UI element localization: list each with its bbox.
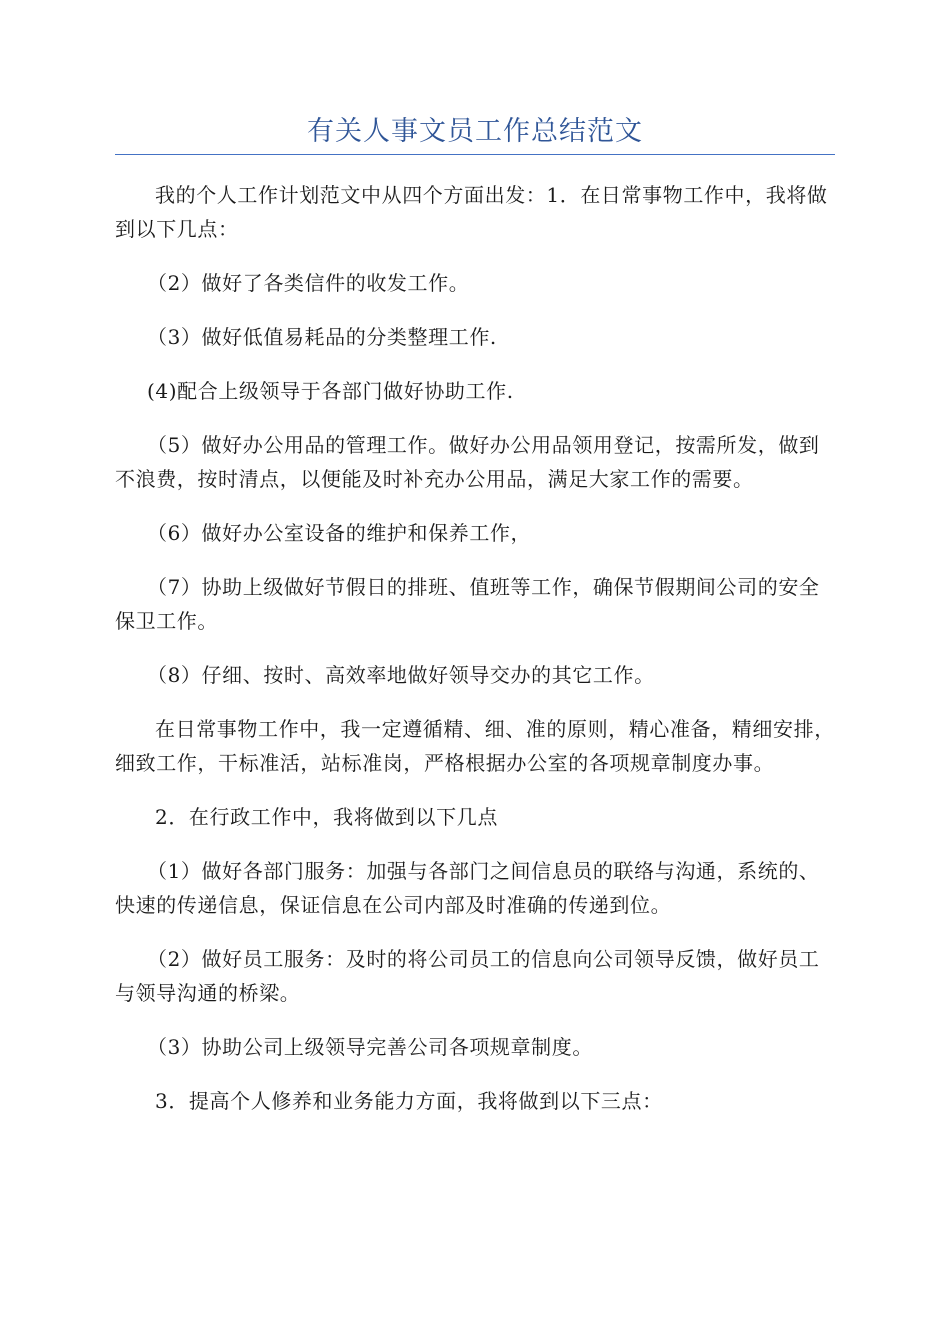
document-title: 有关人事文员工作总结范文 [307, 116, 643, 147]
paragraph: 2．在行政工作中，我将做到以下几点 [155, 805, 498, 829]
paragraph: （3）做好低值易耗品的分类整理工作. [147, 325, 497, 349]
document-body [115, 178, 835, 1118]
paragraph: 3．提高个人修养和业务能力方面，我将做到以下三点： [155, 1089, 663, 1113]
paragraph: （8）仔细、按时、高效率地做好领导交办的其它工作。 [147, 663, 655, 687]
paragraph: （6）做好办公室设备的维护和保养工作， [147, 521, 532, 545]
paragraph: （3）协助公司上级领导完善公司各项规章制度。 [147, 1035, 593, 1059]
title-underline [115, 154, 835, 155]
paragraph: （7）协助上级做好节假日的排班、值班等工作，确保节假期间公司的安全保卫工作。 [115, 575, 820, 633]
paragraph: （5）做好办公用品的管理工作。做好办公用品领用登记，按需所发，做到不浪费，按时清点，以便能及时补充办公用品，满足大家工作的需要。 [115, 433, 820, 491]
paragraph: （2）做好员工服务：及时的将公司员工的信息向公司领导反馈，做好员工与领导沟通的桥梁。 [115, 947, 820, 1005]
paragraph: （2）做好了各类信件的收发工作。 [147, 271, 470, 295]
paragraph: (4)配合上级领导于各部门做好协助工作. [147, 379, 514, 403]
paragraph: （1）做好各部门服务：加强与各部门之间信息员的联络与沟通，系统的、快速的传递信息，保证信息在公司内部及时准确的传递到位。 [115, 859, 820, 917]
paragraph: 在日常事物工作中，我一定遵循精、细、准的原则，精心准备，精细安排，细致工作，干标准活，站标准岗，严格根据办公室的各项规章制度办事。 [115, 717, 835, 775]
paragraph: 我的个人工作计划范文中从四个方面出发：1．在日常事物工作中，我将做到以下几点： [115, 183, 828, 241]
